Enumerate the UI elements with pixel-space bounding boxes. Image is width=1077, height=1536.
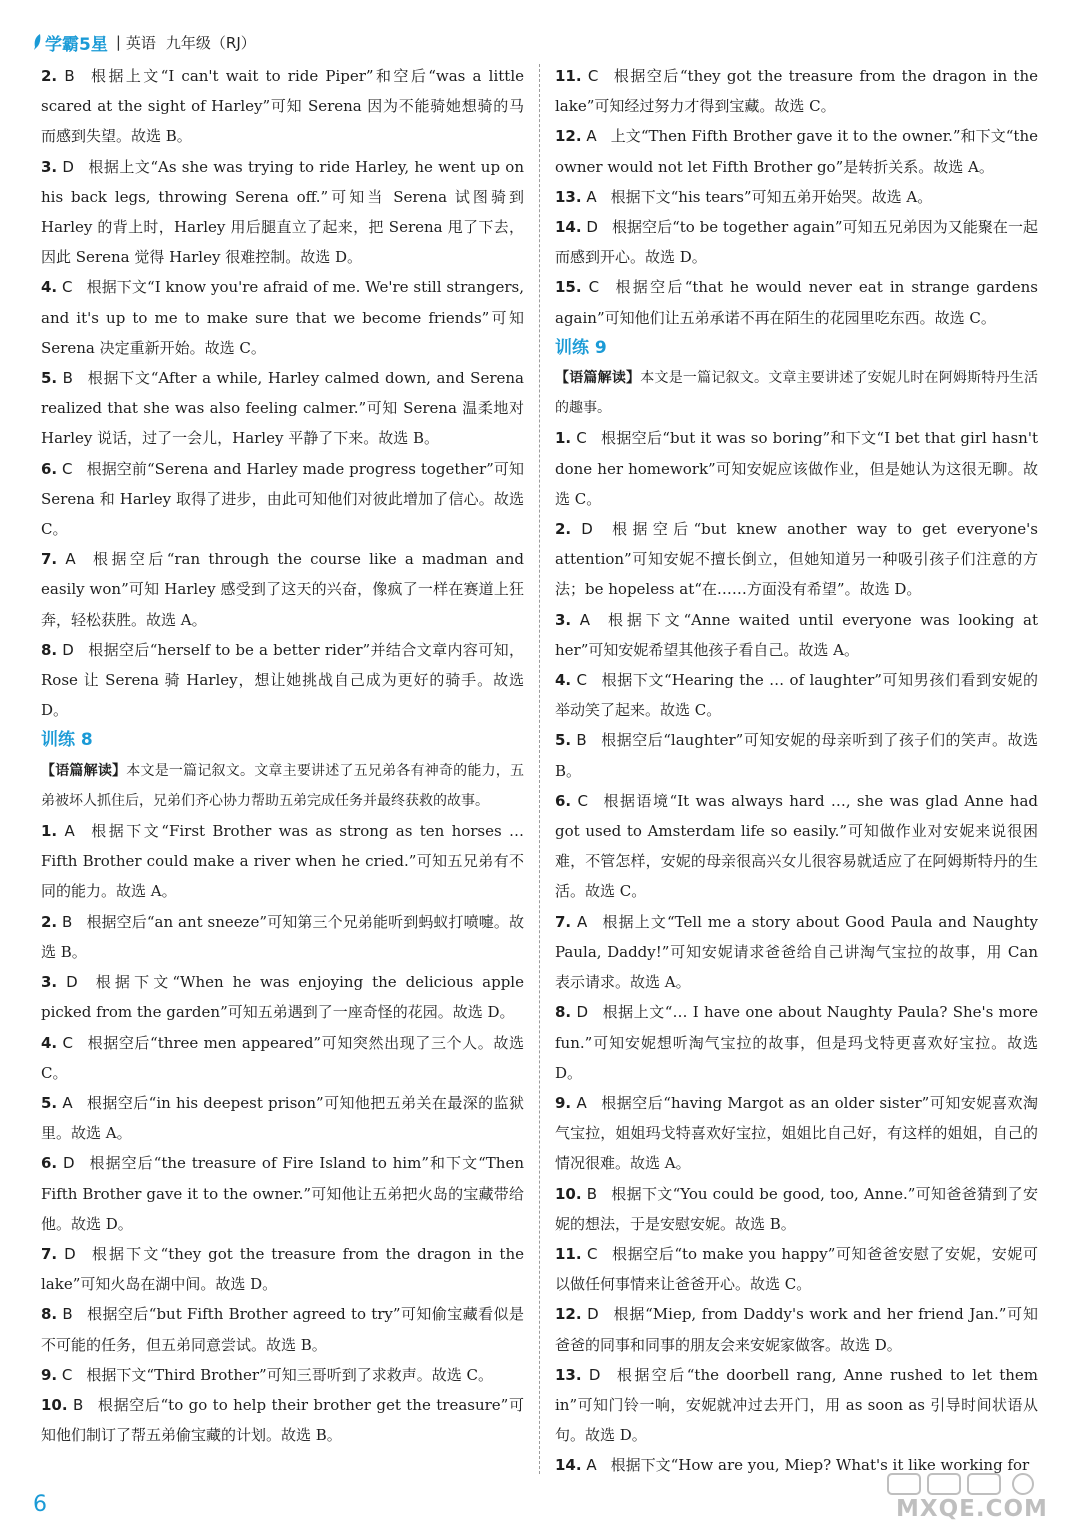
answer-item [41, 1299, 524, 1359]
section-title-training-9: 训练 9 [555, 337, 607, 358]
answer-item [555, 997, 1038, 1088]
explanation-text: 根据下文“You could be good, too, Anne.”可知爸爸猜到了安妮的想法，于是安慰安妮。故选 B。 [555, 1184, 1038, 1233]
answer-choice: C [588, 278, 600, 297]
question-number: 3. [555, 610, 572, 629]
answer-item [555, 1179, 1038, 1239]
answer-choice: A [62, 1093, 73, 1112]
question-number: 12. [555, 1305, 582, 1324]
question-number: 7. [41, 550, 58, 569]
answer-item [555, 725, 1038, 785]
question-number: 3. [41, 973, 58, 992]
section-title-training-8: 训练 8 [41, 730, 93, 751]
left-column [41, 61, 524, 1450]
answer-item [555, 61, 1038, 121]
answer-choice: C [577, 791, 588, 810]
explanation-text: 根据空后“to be together again”可知五兄弟因为又能聚在一起而感到开心。故选 D。 [555, 218, 1038, 267]
grade-label: 九年级（RJ） [165, 33, 256, 52]
answer-item [41, 272, 524, 363]
subject-label: 英语 [125, 33, 156, 52]
answer-item [555, 423, 1038, 514]
answer-item [555, 1239, 1038, 1299]
question-number: 3. [41, 157, 58, 176]
answer-choice: A [64, 822, 75, 841]
answer-item [41, 816, 524, 907]
explanation-text: 根据空后“laughter”可知安妮的母亲听到了孩子们的笑声。故选 B。 [555, 731, 1038, 780]
answer-choice: B [576, 731, 587, 750]
answer-item [41, 635, 524, 726]
answer-choice: C [576, 429, 587, 448]
answer-choice: B [64, 67, 75, 85]
answer-item [41, 1239, 524, 1299]
answer-item [555, 1360, 1038, 1451]
explanation-text: 根据下文“How are you, Miep? What's it like working for [610, 1456, 1030, 1475]
answer-item [555, 212, 1038, 272]
answer-item [41, 363, 524, 454]
passage-intro-training-8 [41, 756, 524, 816]
question-number: 5. [41, 1093, 58, 1112]
answer-choice: A [579, 610, 591, 629]
left-answers-training-7 [41, 61, 524, 725]
brand-name: 学霸5星 [45, 34, 108, 55]
answer-item [41, 544, 524, 635]
watermark-text: MXQE.COM [896, 1496, 1048, 1522]
explanation-text: 根据上文“As she was trying to ride Harley, he went up on his back legs, throwing Serena off.”可知当 Serena 试图骑到 Harley 的背上时，Harley 用后腿直立了起来，把 Serena 甩了下去，因此 Serena 觉得 Harley 很难控制。故选 D。 [41, 157, 524, 267]
explanation-text: 根据下文“When he was enjoying the delicious apple picked from the garden”可知五弟遇到了一座奇怪的花园。故选 D。 [41, 973, 524, 1022]
right-answers-training-9 [555, 423, 1038, 1480]
explanation-text: 根据空后“but it was so boring”和下文“I bet that girl hasn't done her homework”可知安妮应该做作业，但是她认为这很无聊。故选 C。 [555, 429, 1038, 508]
answer-choice: D [64, 1244, 76, 1263]
header-separator: | [115, 33, 121, 51]
answer-choice: A [586, 187, 597, 206]
answer-item [41, 1028, 524, 1088]
explanation-text: 根据上文“Tell me a story about Good Paula and Naughty Paula, Daddy!”可知安妮请求爸爸给自己讲淘气宝拉的故事，用 Can 表示请求。故选 A。 [555, 912, 1038, 992]
answer-item [555, 121, 1038, 181]
answer-choice: B [62, 1305, 73, 1324]
answer-choice: D [587, 1305, 599, 1324]
answer-choice: A [65, 550, 76, 569]
question-number: 11. [555, 1244, 582, 1263]
question-number: 1. [41, 822, 58, 841]
answer-choice: B [73, 1395, 84, 1414]
right-answers-training-8 [555, 61, 1038, 333]
answer-item [555, 665, 1038, 725]
explanation-text: 根据下文“I know you're afraid of me. We're still strangers, and it's up to me to make sure that we become friends”可知 Serena 决定重新开始。故选 C。 [41, 278, 524, 357]
answer-item [555, 272, 1038, 332]
question-number: 2. [41, 912, 58, 931]
answer-item [41, 1148, 524, 1239]
question-number: 7. [41, 1244, 58, 1263]
answer-choice: C [576, 671, 588, 690]
explanation-text: 根据上文“I can't wait to ride Piper”和空后“was a little scared at the sight of Harley”可知 Serena 因为不能骑她想骑的马而感到失望。故选 B。 [41, 67, 524, 146]
brand-logo [32, 30, 108, 55]
question-number: 6. [41, 459, 58, 478]
answer-item [555, 786, 1038, 907]
explanation-text: 根据空后“that he would never eat in strange gardens again”可知他们让五弟承诺不再在陌生的花园里吃东西。故选 C。 [555, 278, 1038, 327]
question-number: 13. [555, 1365, 582, 1384]
answer-item [41, 454, 524, 545]
explanation-text: 根据下文“his tears”可知五弟开始哭。故选 A。 [610, 187, 933, 206]
question-number: 1. [555, 429, 572, 448]
explanation-text: 根据下文“Third Brother”可知三哥听到了求救声。故选 C。 [86, 1365, 493, 1384]
answer-item [41, 907, 524, 967]
answer-choice: D [62, 1154, 75, 1173]
answer-item [41, 152, 524, 273]
right-column [555, 61, 1038, 1481]
question-number: 2. [41, 67, 58, 85]
question-number: 8. [41, 640, 58, 659]
passage-intro-training-9 [555, 363, 1038, 423]
answer-choice: D [588, 1365, 601, 1384]
answer-choice: A [586, 1456, 597, 1475]
column-divider [539, 64, 540, 1474]
answer-choice: A [577, 912, 588, 931]
question-number: 7. [555, 912, 572, 931]
answer-choice: B [62, 369, 73, 388]
question-number: 5. [555, 731, 572, 750]
question-number: 8. [41, 1305, 58, 1324]
explanation-text: 根据空后“to make you happy”可知爸爸安慰了安妮，安妮可以做任何事情来让爸爸开心。故选 C。 [555, 1244, 1038, 1294]
question-number: 8. [555, 1003, 572, 1022]
question-number: 4. [555, 671, 572, 690]
answer-choice: C [62, 459, 73, 478]
explanation-text: 根据空后“but Fifth Brother agreed to try”可知偷宝藏看似是不可能的任务，但五弟同意尝试。故选 B。 [41, 1305, 524, 1354]
explanation-text: 根据空后“ran through the course like a madman and easily won”可知 Harley 感受到了这天的兴奋，像疯了一样在赛道上狂奔，轻松获胜。故选 A。 [41, 550, 524, 629]
intro-label: 【语篇解读】 [41, 762, 127, 779]
explanation-text: 根据下文“First Brother was as strong as ten horses … Fifth Brother could make a river when he cried.”可知五兄弟有不同的能力。故选 A。 [41, 822, 524, 901]
answer-item [555, 514, 1038, 605]
answer-choice: B [586, 1184, 597, 1203]
explanation-text: 根据空后“three men appeared”可知突然出现了三个人。故选 C。 [41, 1033, 524, 1082]
explanation-text: 根据空后“having Margot as an older sister”可知安妮喜欢淘气宝拉，姐姐玛戈特喜欢好宝拉，姐姐比自己好，有这样的姐姐，自己的情况很难。故选 A。 [555, 1093, 1038, 1173]
answer-item [555, 182, 1038, 212]
answer-choice: A [586, 127, 597, 146]
intro-text: 本文是一篇记叙文。文章主要讲述了安妮儿时在阿姆斯特丹生活的趣事。 [555, 370, 1039, 417]
question-number: 13. [555, 187, 582, 206]
answer-item [555, 907, 1038, 998]
question-number: 14. [555, 218, 582, 237]
watermark-logo [878, 1470, 1058, 1528]
answer-choice: D [581, 520, 593, 539]
question-number: 6. [555, 791, 572, 810]
question-number: 5. [41, 369, 58, 388]
answer-choice: C [62, 1033, 73, 1052]
explanation-text: 根据空后“in his deepest prison”可知他把五弟关在最深的监狱里。故选 A。 [41, 1093, 524, 1143]
question-number: 9. [41, 1365, 58, 1384]
answer-choice: B [62, 912, 73, 931]
answer-item [41, 61, 524, 152]
answer-item [41, 1088, 524, 1148]
answer-choice: D [66, 973, 78, 992]
question-number: 6. [41, 1154, 58, 1173]
answer-item [41, 1360, 524, 1390]
question-number: 2. [555, 520, 572, 539]
question-number: 10. [41, 1395, 68, 1414]
question-number: 4. [41, 1033, 58, 1052]
answer-choice: D [576, 1003, 589, 1022]
explanation-text: 根据空后“herself to be a better rider”并结合文章内容可知，Rose 让 Serena 骑 Harley，想让她挑战自己成为更好的骑手。故选 D。 [41, 640, 524, 720]
explanation-text: 根据“Miep, from Daddy's work and her friend Jan.”可知爸爸的同事和同事的朋友会来安妮家做客。故选 D。 [555, 1305, 1038, 1354]
page-number: 6 [33, 1492, 47, 1517]
answer-item [555, 1299, 1038, 1359]
answer-choice: C [61, 1365, 73, 1384]
question-number: 4. [41, 278, 58, 297]
answer-item [41, 967, 524, 1027]
explanation-text: 根据空后“to go to help their brother get the treasure”可知他们制订了帮五弟偷宝藏的计划。故选 B。 [41, 1395, 524, 1445]
left-answers-training-8 [41, 816, 524, 1450]
explanation-text: 根据空后“they got the treasure from the dragon in the lake”可知经过努力才得到宝藏。故选 C。 [555, 67, 1038, 116]
explanation-text: 根据下文“Anne waited until everyone was looking at her”可知安妮希望其他孩子看自己。故选 A。 [555, 610, 1038, 659]
question-number: 10. [555, 1184, 582, 1203]
page-header [32, 30, 256, 54]
explanation-text: 根据下文“After a while, Harley calmed down, and Serena realized that she was also feeling calmer.”可知 Serena 温柔地对 Harley 说话，过了一会儿，Harley 平静了下来。故选 B。 [41, 369, 524, 448]
explanation-text: 根据空后“an ant sneeze”可知第三个兄弟能听到蚂蚁打喷嚏。故选 B。 [41, 912, 524, 961]
explanation-text: 根据空后“but knew another way to get everyone's attention”可知安妮不擅长倒立，但她知道另一种吸引孩子们注意的方法；be hopeless at“在……方面没有希望”。故选 D。 [555, 520, 1038, 599]
explanation-text: 根据语境“It was always hard …, she was glad Anne had got used to Amsterdam life so easily.”可知做作业对安妮来说很困难，不管怎样，安妮的母亲很高兴女儿很容易就适应了在阿姆斯特丹的生活。故选 C。 [555, 791, 1038, 901]
explanation-text: 根据上文“… I have one about Naughty Paula? She's more fun.”可知安妮想听淘气宝拉的故事，但是玛戈特更喜欢好宝拉。故选 D。 [555, 1003, 1038, 1082]
explanation-text: 根据下文“Hearing the … of laughter”可知男孩们看到安妮的举动笑了起来。故选 C。 [555, 671, 1038, 720]
answer-item [555, 605, 1038, 665]
answer-choice: D [62, 157, 74, 176]
question-number: 11. [555, 67, 582, 85]
answer-choice: A [576, 1093, 587, 1112]
intro-text: 本文是一篇记叙文。文章主要讲述了五兄弟各有神奇的能力，五弟被坏人抓住后，兄弟们齐心协力帮助五弟完成任务并最终获救的故事。 [41, 762, 525, 809]
question-number: 9. [555, 1093, 572, 1112]
question-number: 14. [555, 1456, 582, 1475]
feather-icon [32, 33, 42, 51]
answer-choice: C [62, 278, 73, 297]
explanation-text: 根据空后“the doorbell rang, Anne rushed to let them in”可知门铃一响，安妮就冲过去开门，用 as soon as 引导时间状语从句。故选 D。 [555, 1365, 1038, 1445]
answer-item [555, 1088, 1038, 1179]
answer-choice: D [62, 640, 74, 659]
answer-item [41, 1390, 524, 1450]
answer-choice: C [587, 67, 599, 85]
explanation-text: 上文“Then Fifth Brother gave it to the owner.”和下文“the owner would not let Fifth Brother go”是转折关系。故选 A。 [555, 127, 1038, 176]
answer-choice: D [586, 218, 598, 237]
explanation-text: 根据下文“they got the treasure from the dragon in the lake”可知火岛在湖中间。故选 D。 [41, 1244, 524, 1294]
question-number: 12. [555, 127, 582, 146]
explanation-text: 根据空前“Serena and Harley made progress together”可知 Serena 和 Harley 取得了进步，由此可知他们对彼此增加了信心。故选 C。 [41, 459, 524, 539]
intro-label: 【语篇解读】 [555, 370, 641, 387]
question-number: 15. [555, 278, 582, 297]
answer-choice: C [586, 1244, 598, 1263]
explanation-text: 根据空后“the treasure of Fire Island to him”和下文“Then Fifth Brother gave it to the owner.”可知他让五弟把火岛的宝藏带给他。故选 D。 [41, 1154, 524, 1233]
